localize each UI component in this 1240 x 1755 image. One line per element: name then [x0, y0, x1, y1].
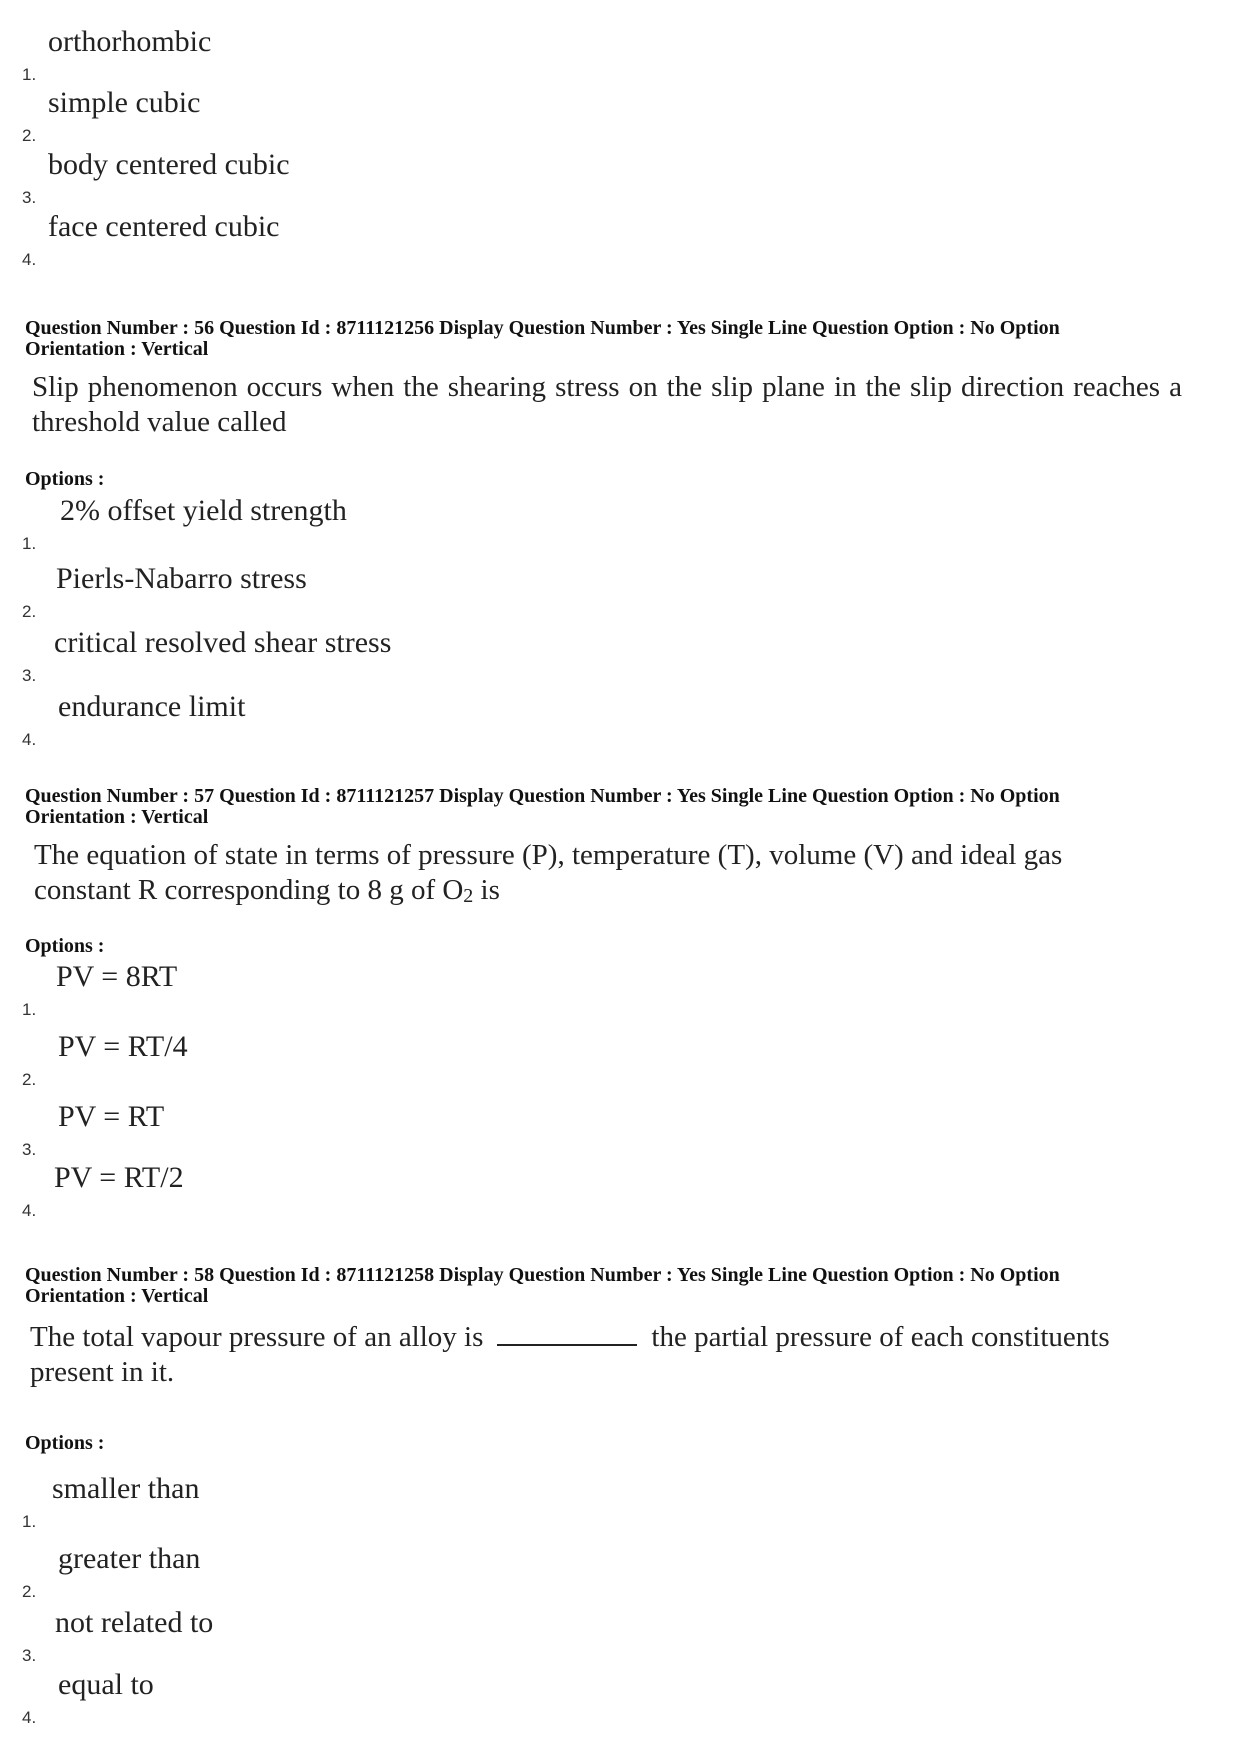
option-number: 1. — [22, 65, 37, 84]
option-row — [22, 1161, 622, 1221]
option-row — [22, 960, 622, 1020]
option-text: equal to — [58, 1668, 154, 1701]
stem-text: The total vapour pressure of an alloy is — [30, 1321, 484, 1353]
option-text: PV = 8RT — [56, 960, 178, 993]
option-text: endurance limit — [58, 690, 246, 723]
question-stem — [34, 838, 1190, 914]
option-row — [22, 494, 622, 554]
option-text: simple cubic — [48, 86, 201, 119]
fill-in-blank — [497, 1318, 637, 1346]
option-text: smaller than — [52, 1472, 200, 1505]
option-number: 4. — [22, 1708, 37, 1727]
option-number: 4. — [22, 730, 37, 749]
subscript: 2 — [463, 885, 474, 907]
option-number: 3. — [22, 1646, 37, 1665]
option-text: PV = RT/2 — [54, 1161, 184, 1194]
option-row — [22, 1542, 622, 1602]
option-number: 2. — [22, 1070, 37, 1089]
option-number: 2. — [22, 126, 37, 145]
option-number: 2. — [22, 602, 37, 621]
question-stem — [30, 1318, 1190, 1390]
option-text: orthorhombic — [48, 25, 212, 58]
options-label: Options : — [25, 935, 105, 957]
question-header: Question Number : 56 Question Id : 8711121256 Display Question Number : Yes Single Line Question Option : No Option Orientation : Vertical — [25, 317, 1060, 360]
question-stem-line — [34, 873, 1190, 914]
option-row — [22, 148, 622, 208]
stem-text: is — [473, 874, 500, 906]
option-row — [22, 1472, 622, 1532]
option-text: face centered cubic — [48, 210, 280, 243]
options-label: Options : — [25, 468, 105, 490]
option-text: PV = RT — [58, 1100, 165, 1133]
question-stem-line: The equation of state in terms of pressure (P), temperature (T), volume (V) and ideal gas — [34, 839, 1063, 871]
option-number: 3. — [22, 188, 37, 207]
option-number: 1. — [22, 534, 37, 553]
option-text: 2% offset yield strength — [60, 494, 347, 527]
option-row — [22, 25, 622, 85]
option-text: PV = RT/4 — [58, 1030, 188, 1063]
option-number: 3. — [22, 666, 37, 685]
option-row — [22, 86, 622, 146]
option-text: body centered cubic — [48, 148, 290, 181]
options-label: Options : — [25, 1432, 105, 1454]
question-stem: Slip phenomenon occurs when the shearing stress on the slip plane in the slip direction reaches a threshold value called — [32, 371, 1182, 438]
option-number: 2. — [22, 1582, 37, 1601]
option-row — [22, 210, 622, 270]
stem-text: constant R corresponding to 8 g of O — [34, 874, 464, 906]
option-row — [22, 626, 622, 686]
option-row — [22, 1668, 622, 1728]
option-number: 3. — [22, 1140, 37, 1159]
option-row — [22, 1100, 622, 1160]
option-text: not related to — [55, 1606, 214, 1639]
option-row — [22, 1030, 622, 1090]
option-row — [22, 562, 622, 622]
option-text: Pierls-Nabarro stress — [56, 562, 307, 595]
option-number: 1. — [22, 1000, 37, 1019]
option-row — [22, 1606, 622, 1666]
option-number: 4. — [22, 250, 37, 269]
option-text: critical resolved shear stress — [54, 626, 392, 659]
question-header: Question Number : 58 Question Id : 8711121258 Display Question Number : Yes Single Line Question Option : No Option Orientation : Vertical — [25, 1264, 1060, 1307]
option-row — [22, 690, 622, 750]
option-number: 1. — [22, 1512, 37, 1531]
option-text: greater than — [58, 1542, 201, 1575]
question-header: Question Number : 57 Question Id : 8711121257 Display Question Number : Yes Single Line Question Option : No Option Orientation : Vertical — [25, 785, 1060, 828]
stem-text: the partial pressure of each constituents present in it. — [30, 1321, 1110, 1388]
option-number: 4. — [22, 1201, 37, 1220]
